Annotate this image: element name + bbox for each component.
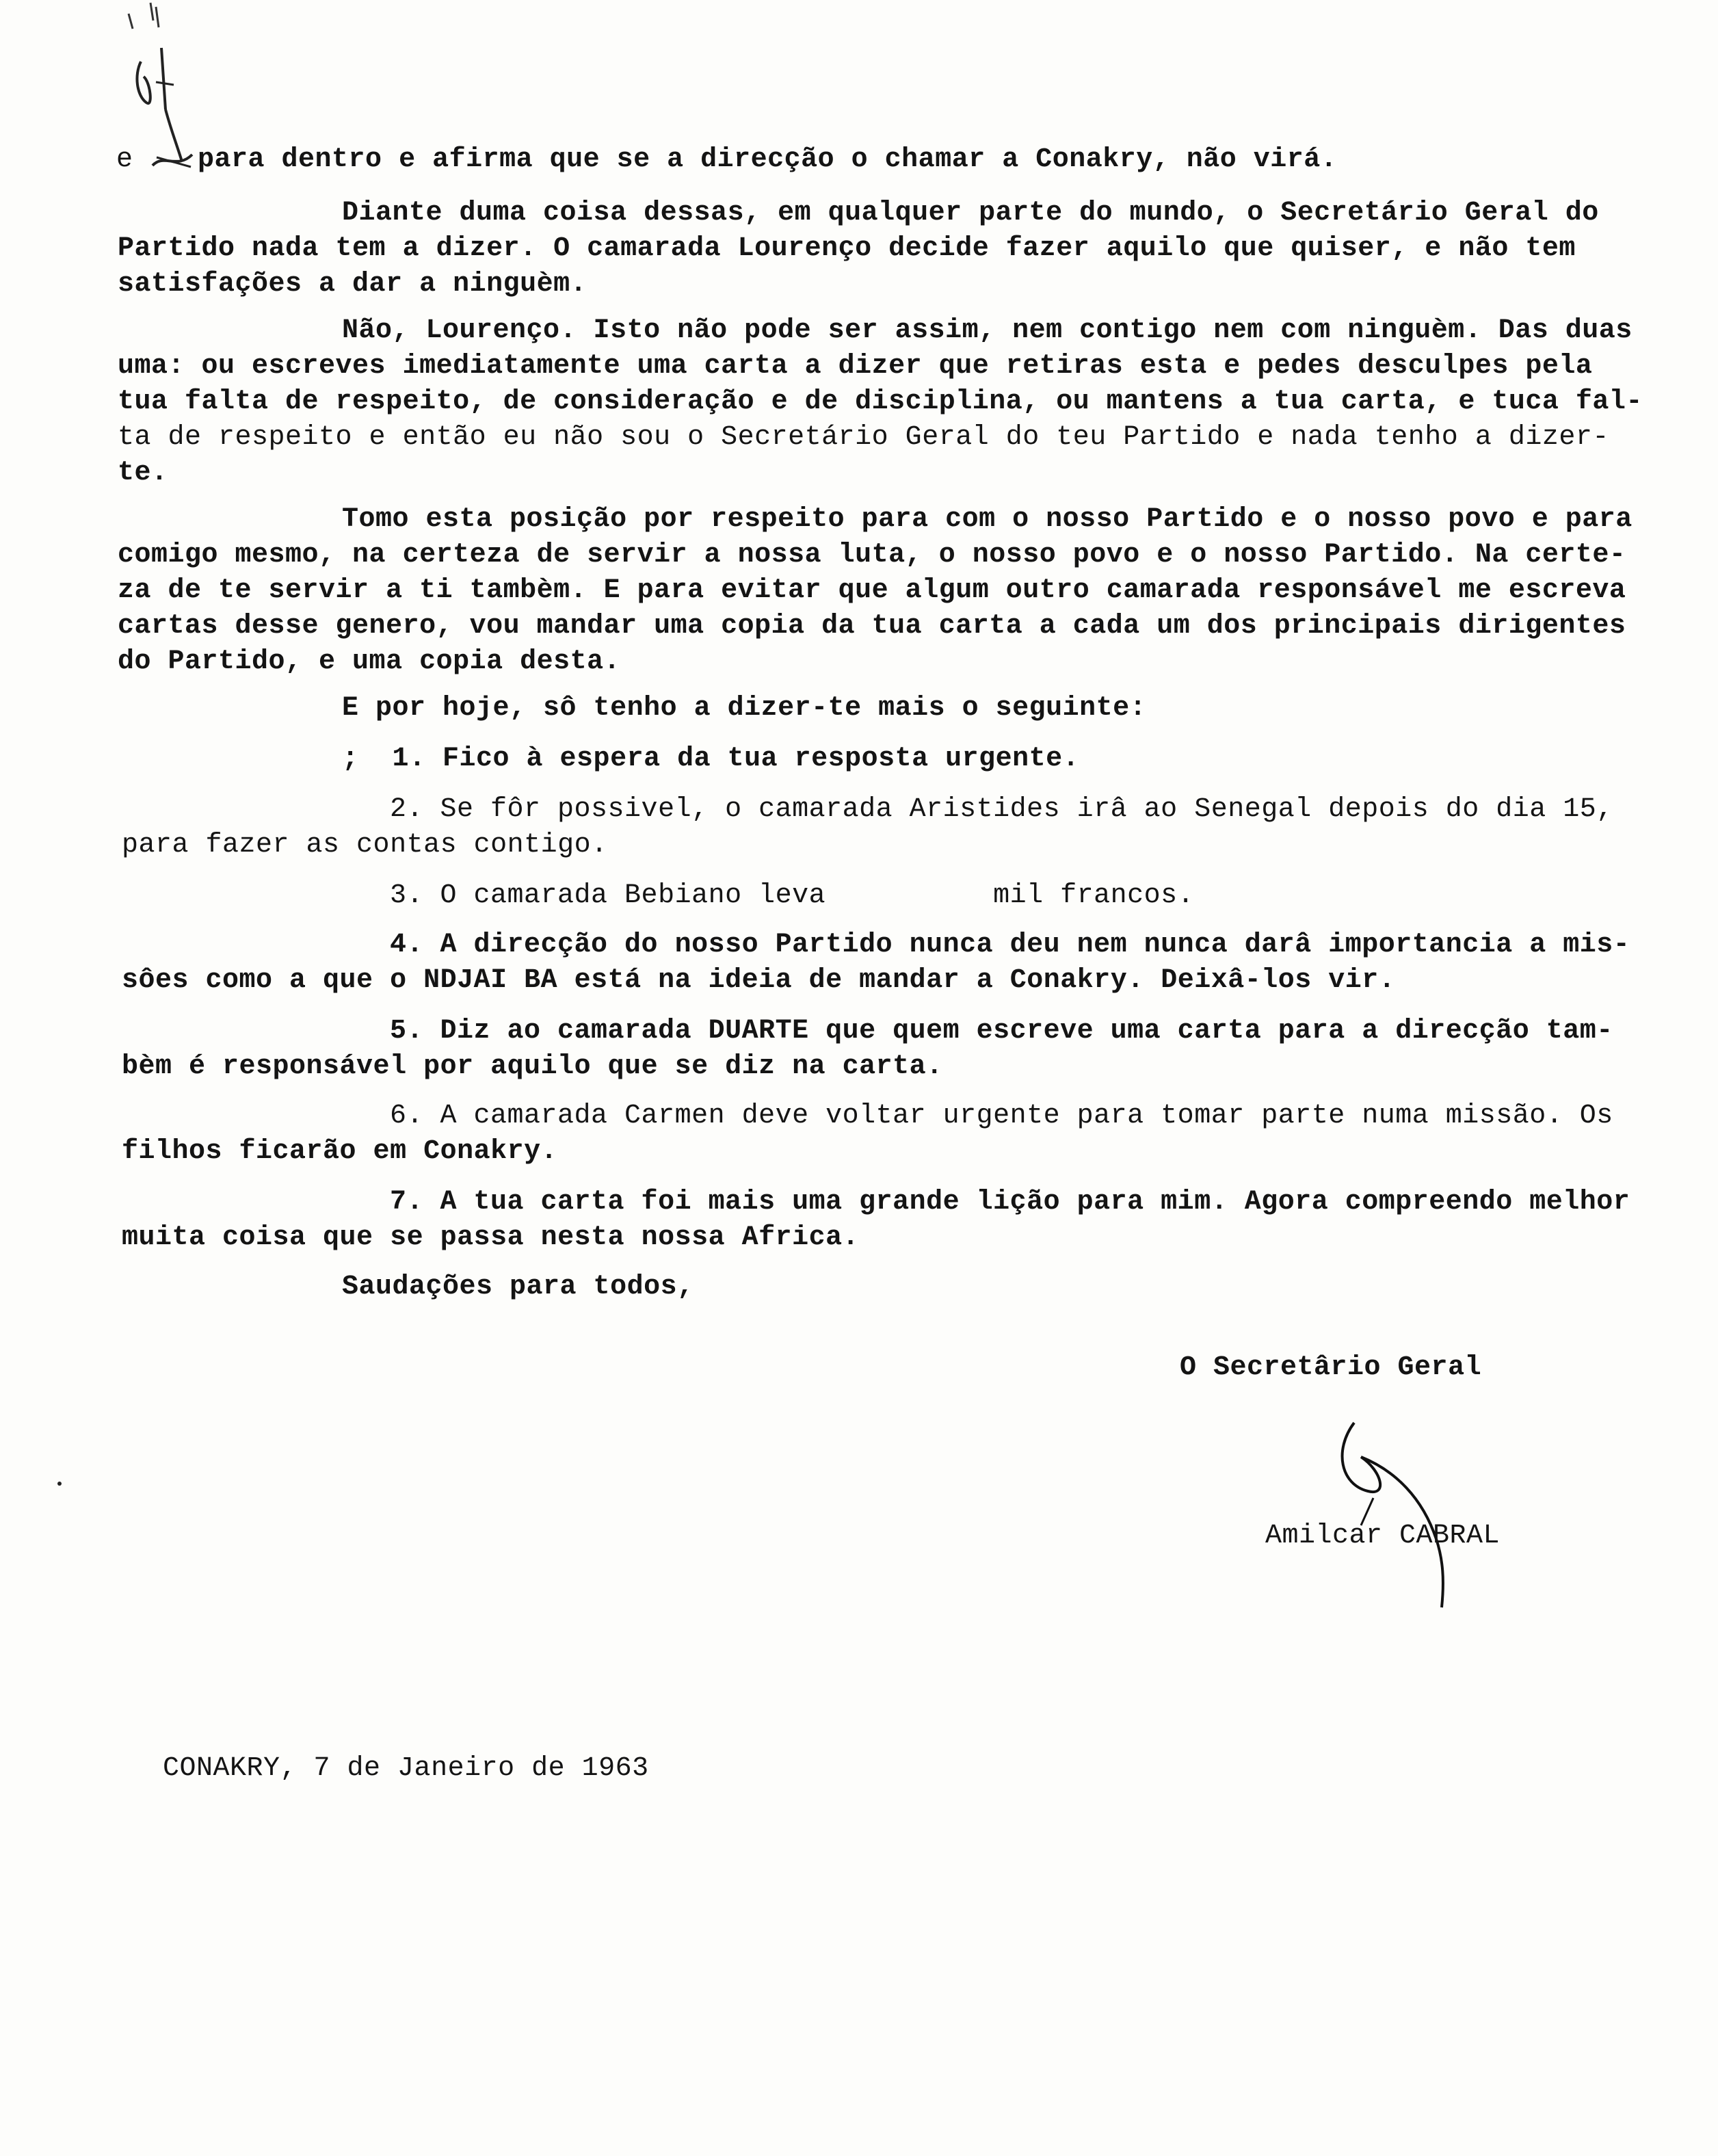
list-item-7-line-2: muita coisa que se passa nesta nossa Africa. bbox=[122, 1222, 860, 1253]
list-item-4-line-1: 4. A direcção do nosso Partido nunca deu nem nunca darâ importancia a mis- bbox=[390, 930, 1630, 960]
list-item-6-line-1: 6. A camarada Carmen deve voltar urgente para tomar parte numa missão. Os bbox=[390, 1101, 1613, 1131]
struck-word-mark bbox=[150, 148, 198, 169]
opening-fragment: e bbox=[116, 144, 150, 175]
paragraph-1-line-2: Partido nada tem a dizer. O camarada Lourenço decide fazer aquilo que quiser, e não tem bbox=[118, 233, 1576, 264]
signatory-name: Amilcar CABRAL bbox=[1265, 1521, 1501, 1551]
paragraph-2-line-2: uma: ou escreves imediatamente uma carta a dizer que retiras esta e pedes desculpes pela bbox=[118, 351, 1593, 382]
paragraph-0: para dentro e afirma que se a direcção o chamar a Conakry, não virá. bbox=[198, 144, 1338, 175]
list-item-3: 3. O camarada Bebiano leva mil francos. bbox=[390, 880, 1195, 911]
list-item-7-line-1: 7. A tua carta foi mais uma grande lição para mim. Agora compreendo melhor bbox=[390, 1187, 1630, 1218]
paragraph-2-line-3: tua falta de respeito, de consideração e de disciplina, ou mantens a tua carta, e tuca fal- bbox=[118, 386, 1643, 417]
paragraph-2-line-4: ta de respeito e então eu não sou o Secretário Geral do teu Partido e nada tenho a dizer- bbox=[118, 422, 1609, 453]
list-item-5-line-1: 5. Diz ao camarada DUARTE que quem escreve uma carta para a direcção tam- bbox=[390, 1016, 1613, 1047]
list-item-6-line-2: filhos ficarão em Conakry. bbox=[122, 1136, 558, 1167]
closing-salutation: Saudações para todos, bbox=[342, 1272, 694, 1302]
paragraph-3-line-3: za de te servir a ti tambèm. E para evitar que algum outro camarada responsável me escreva bbox=[118, 575, 1626, 606]
list-item-4-line-2: sôes como a que o NDJAI BA está na ideia de mandar a Conakry. Deixâ-los vir. bbox=[122, 965, 1396, 996]
paragraph-1-line-1: Diante duma coisa dessas, em qualquer parte do mundo, o Secretário Geral do bbox=[342, 198, 1599, 228]
paragraph-2-line-5: te. bbox=[118, 458, 168, 488]
paragraph-1-line-3: satisfações a dar a ninguèm. bbox=[118, 269, 587, 300]
paragraph-2-line-1: Não, Lourenço. Isto não pode ser assim, nem contigo nem com ninguèm. Das duas bbox=[342, 315, 1633, 346]
margin-pencil-mark bbox=[123, 0, 219, 164]
handwritten-signature bbox=[1334, 1409, 1498, 1614]
list-item-1: ; 1. Fico à espera da tua resposta urgente. bbox=[342, 744, 1080, 774]
paragraph-4: E por hoje, sô tenho a dizer-te mais o seguinte: bbox=[342, 693, 1147, 724]
paragraph-3-line-5: do Partido, e uma copia desta. bbox=[118, 646, 621, 677]
ink-speck bbox=[57, 1482, 62, 1486]
paragraph-3-line-1: Tomo esta posição por respeito para com o nosso Partido e o nosso povo e para bbox=[342, 504, 1633, 535]
place-and-date: CONAKRY, 7 de Janeiro de 1963 bbox=[163, 1753, 649, 1784]
list-item-2-line-1: 2. Se fôr possivel, o camarada Aristides irâ ao Senegal depois do dia 15, bbox=[390, 794, 1613, 825]
list-item-2-line-2: para fazer as contas contigo. bbox=[122, 830, 608, 860]
paragraph-3-line-2: comigo mesmo, na certeza de servir a nossa luta, o nosso povo e o nosso Partido. Na certe- bbox=[118, 540, 1626, 570]
list-item-5-line-2: bèm é responsável por aquilo que se diz na carta. bbox=[122, 1051, 943, 1082]
letter-opening-line bbox=[116, 144, 1337, 176]
paragraph-3-line-4: cartas desse genero, vou mandar uma copia da tua carta a cada um dos principais dirigentes bbox=[118, 611, 1626, 642]
signatory-title: O Secretârio Geral bbox=[1180, 1352, 1482, 1383]
